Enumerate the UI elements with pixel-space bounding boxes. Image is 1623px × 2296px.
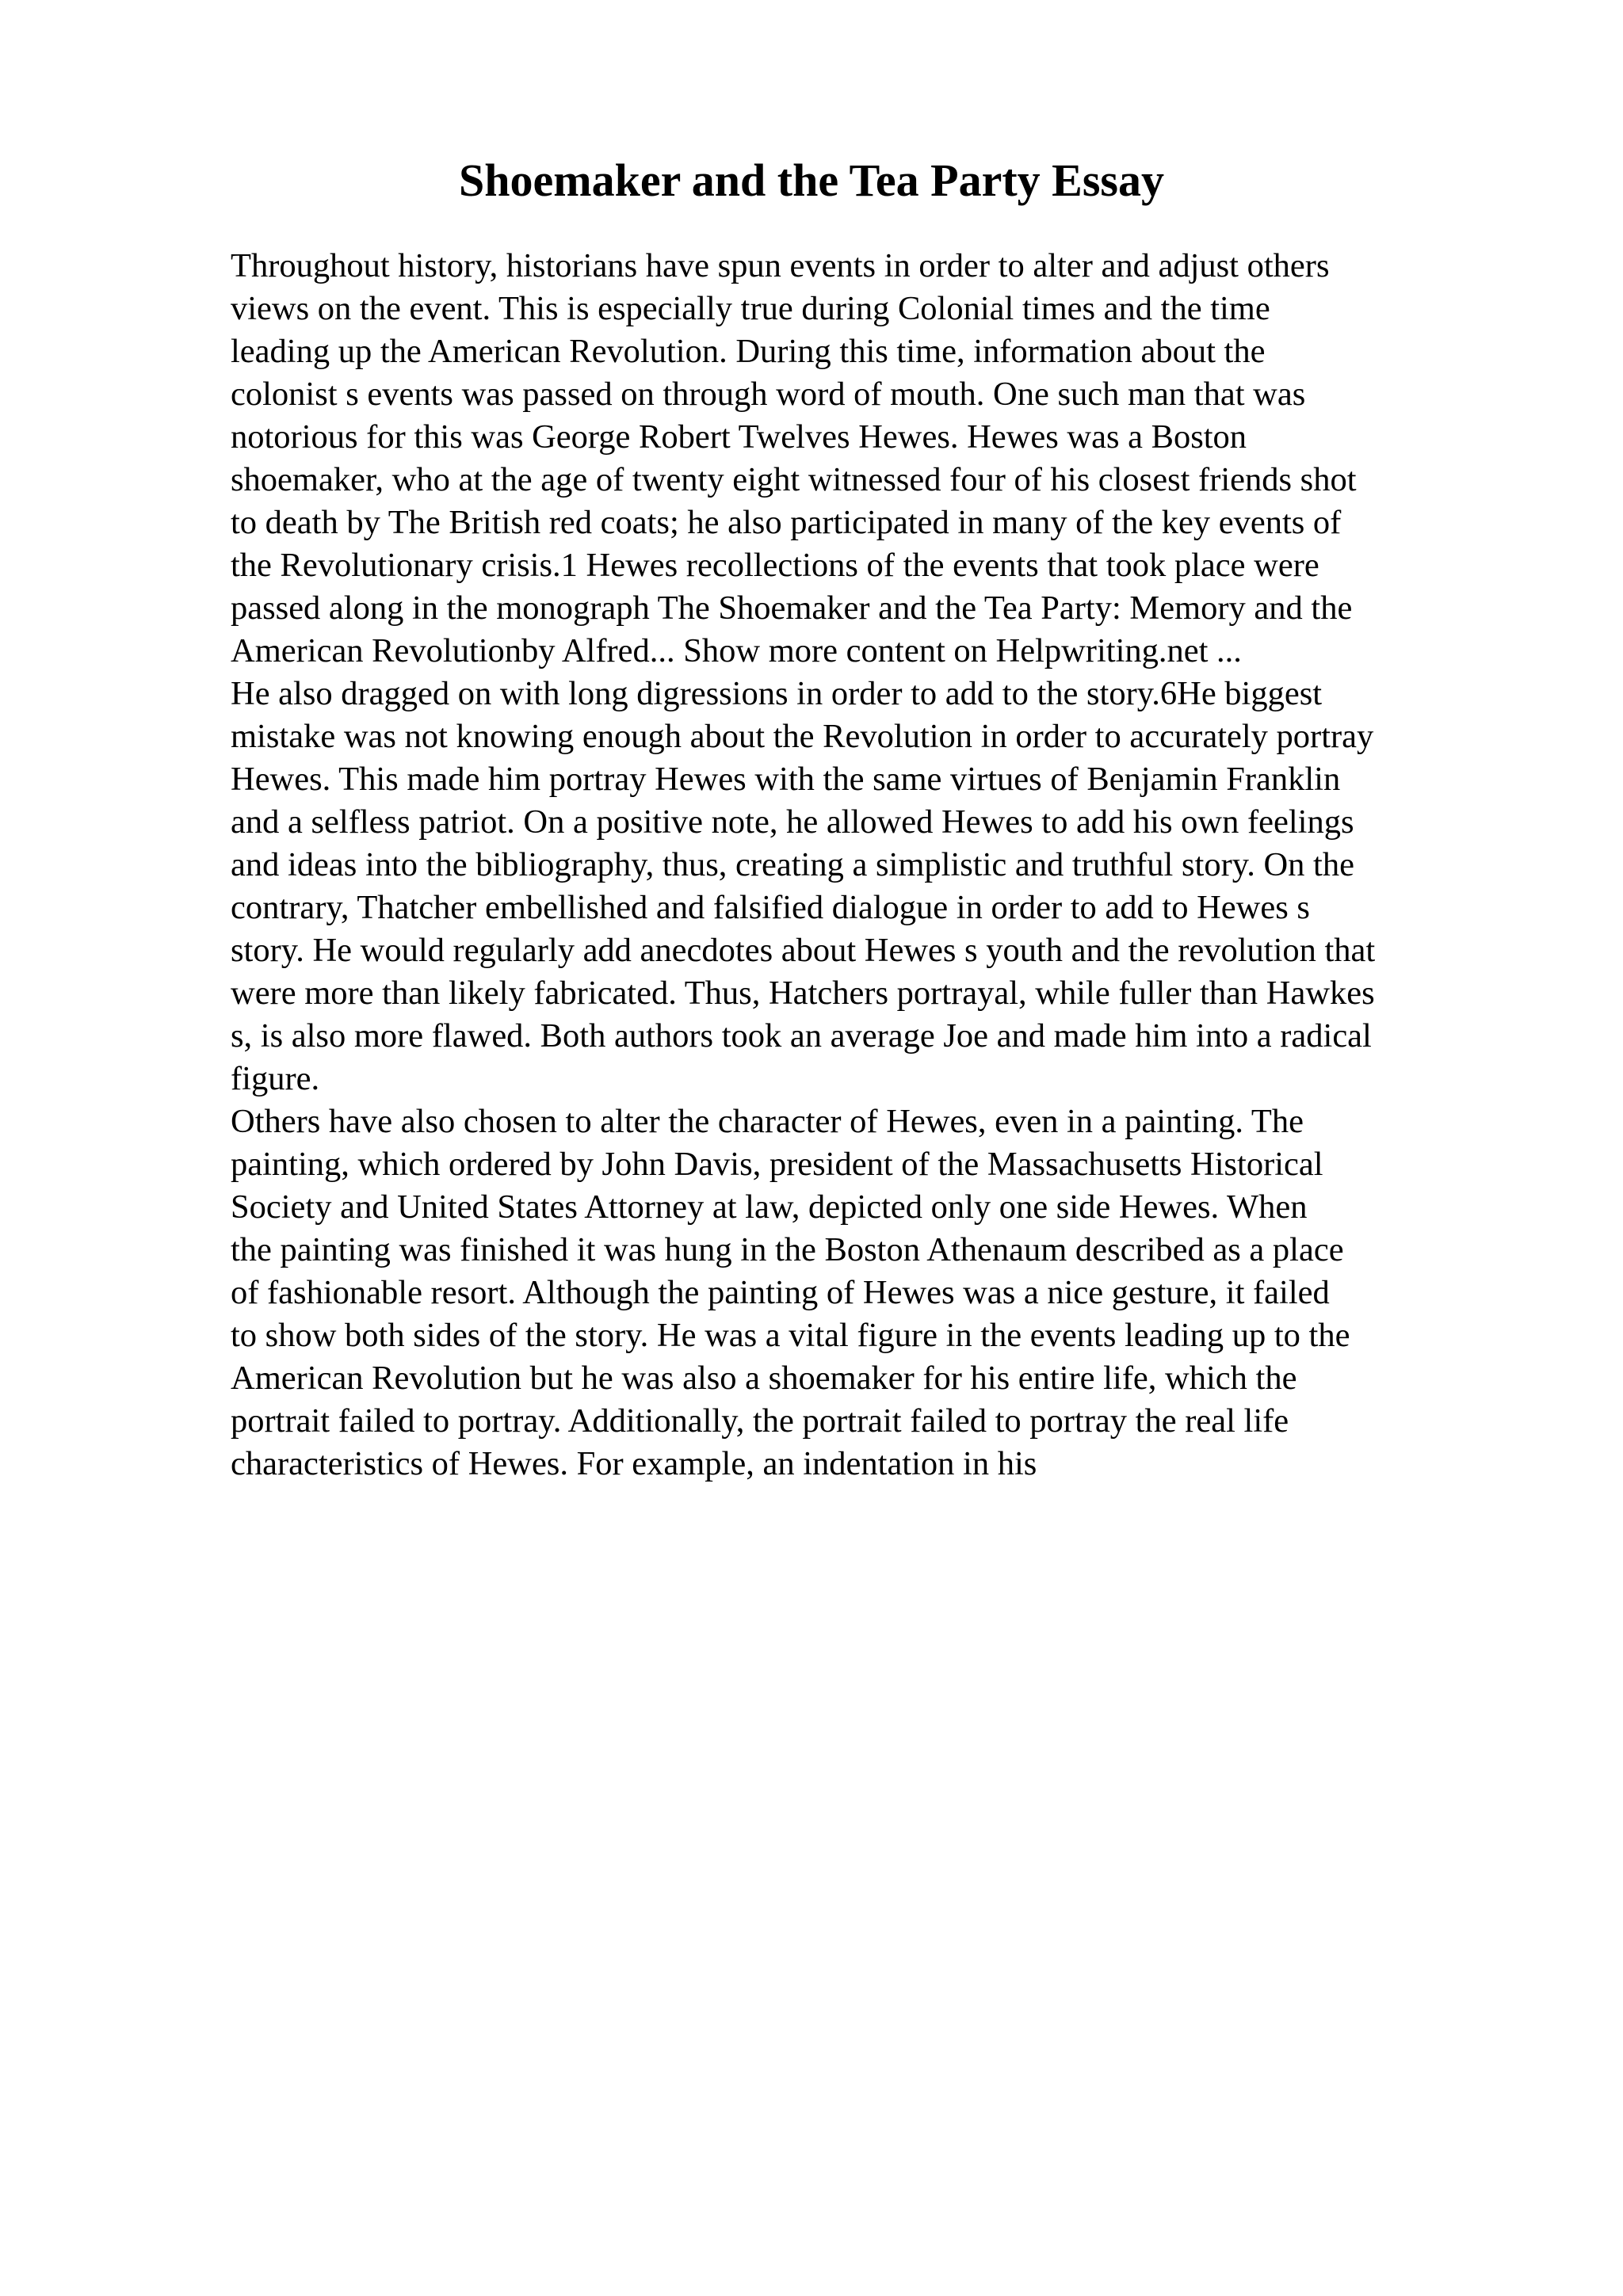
- text-line: Hewes. This made him portray Hewes with the same virtues of Benjamin Franklin: [231, 761, 1341, 798]
- text-line: He also dragged on with long digressions in order to add to the story.6He biggest: [231, 675, 1323, 712]
- text-line: shoemaker, who at the age of twenty eight witnessed four of his closest friends shot: [231, 461, 1357, 498]
- text-line: and a selfless patriot. On a positive note, he allowed Hewes to add his own feelings: [231, 803, 1354, 841]
- text-line: story. He would regularly add anecdotes about Hewes s youth and the revolution that: [231, 932, 1376, 969]
- text-line: Others have also chosen to alter the character of Hewes, even in a painting. The: [231, 1103, 1304, 1140]
- text-line: American Revolution but he was also a shoemaker for his entire life, which the: [231, 1360, 1297, 1397]
- text-line: painting, which ordered by John Davis, president of the Massachusetts Historical: [231, 1146, 1323, 1183]
- text-line: leading up the American Revolution. During this time, information about the: [231, 333, 1266, 370]
- text-line: colonist s events was passed on through word of mouth. One such man that was: [231, 376, 1306, 413]
- text-line: Throughout history, historians have spun events in order to alter and adjust others: [231, 247, 1330, 284]
- text-line: of fashionable resort. Although the painting of Hewes was a nice gesture, it failed: [231, 1274, 1330, 1311]
- text-line: the painting was finished it was hung in the Boston Athenaum described as a place: [231, 1231, 1344, 1268]
- text-line: views on the event. This is especially true during Colonial times and the time: [231, 290, 1270, 327]
- text-line: American Revolutionby Alfred... Show more content on Helpwriting.net ...: [231, 632, 1242, 669]
- text-line: s, is also more flawed. Both authors took an average Joe and made him into a radical: [231, 1017, 1372, 1055]
- text-line: notorious for this was George Robert Twelves Hewes. Hewes was a Boston: [231, 418, 1247, 456]
- document-title: Shoemaker and the Tea Party Essay: [459, 154, 1164, 206]
- essay-body: [231, 245, 1499, 1486]
- text-line: the Revolutionary crisis.1 Hewes recollections of the events that took place were: [231, 547, 1319, 584]
- text-line: figure.: [231, 1060, 320, 1097]
- text-line: were more than likely fabricated. Thus, Hatchers portrayal, while fuller than Hawkes: [231, 974, 1375, 1012]
- text-line: mistake was not knowing enough about the Revolution in order to accurately portray: [231, 718, 1374, 755]
- text-line: to death by The British red coats; he also participated in many of the key events of: [231, 504, 1342, 541]
- text-line: contrary, Thatcher embellished and falsified dialogue in order to add to Hewes s: [231, 889, 1310, 926]
- text-line: and ideas into the bibliography, thus, creating a simplistic and truthful story. On the: [231, 846, 1354, 883]
- text-line: Society and United States Attorney at law, depicted only one side Hewes. When: [231, 1188, 1308, 1226]
- text-line: passed along in the monograph The Shoemaker and the Tea Party: Memory and the: [231, 589, 1353, 627]
- text-line: characteristics of Hewes. For example, an indentation in his: [231, 1445, 1037, 1482]
- text-line: to show both sides of the story. He was a vital figure in the events leading up to the: [231, 1317, 1350, 1354]
- text-line: portrait failed to portray. Additionally, the portrait failed to portray the real life: [231, 1402, 1289, 1440]
